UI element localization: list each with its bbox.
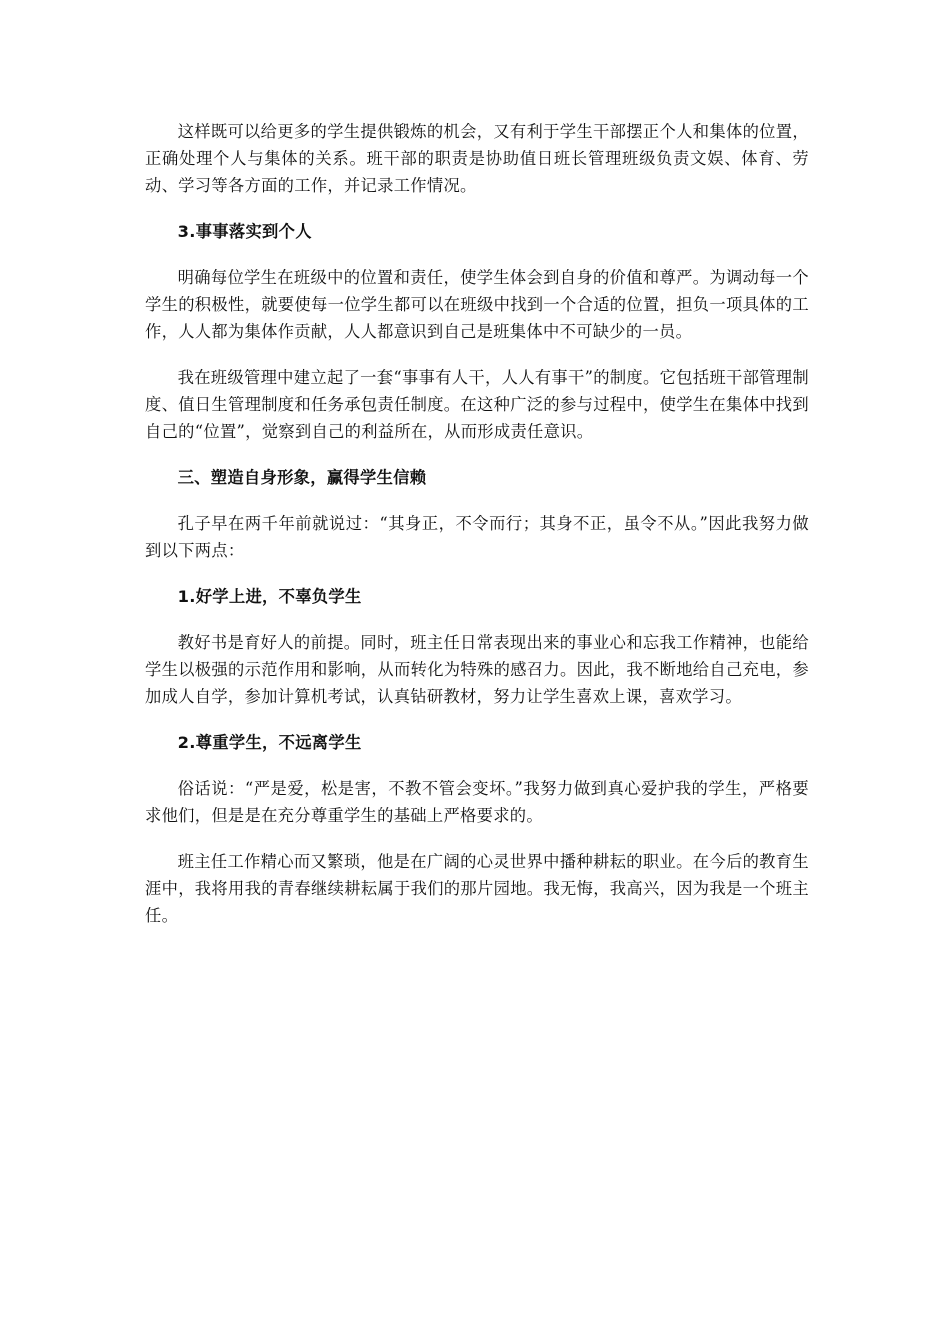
paragraph-teaching-example: 教好书是育好人的前提。同时，班主任日常表现出来的事业心和忘我工作精神，也能给学生以极强的示范作用和影响，从而转化为特殊的感召力。因此，我不断地给自己充电，参加成人自学，参加计算机考试，认真钻研教材，努力让学生喜欢上课，喜欢学习。 [145,633,809,706]
heading-responsibility-to-individuals: 3.事事落实到个人 [177,222,312,241]
heading-respect-students: 2.尊重学生，不远离学生 [177,733,362,752]
paragraph-proverb: 俗话说：“严是爱，松是害，不教不管会变坏。”我努力做到真心爱护我的学生，严格要求他们，但是是在充分尊重学生的基础上严格要求的。 [145,779,809,825]
heading-self-image: 三、塑造自身形象，赢得学生信赖 [177,468,427,487]
document-body [145,118,809,948]
paragraph-class-cadre-rotation: 这样既可以给更多的学生提供锻炼的机会，又有利于学生干部摆正个人和集体的位置，正确处理个人与集体的关系。班干部的职责是协助值日班长管理班级负责文娱、体育、劳动、学习等各方面的工作，并记录工作情况。 [145,122,809,195]
paragraph-student-position: 明确每位学生在班级中的位置和责任，使学生体会到自身的价值和尊严。为调动每一个学生的积极性，就要使每一位学生都可以在班级中找到一个合适的位置，担负一项具体的工作，人人都为集体作贡献，人人都意识到自己是班集体中不可缺少的一员。 [145,268,809,341]
heading-keep-learning: 1.好学上进，不辜负学生 [177,587,362,606]
paragraph-conclusion: 班主任工作精心而又繁琐，他是在广阔的心灵世界中播种耕耘的职业。在今后的教育生涯中，我将用我的青春继续耕耘属于我们的那片园地。我无悔，我高兴，因为我是一个班主任。 [145,852,809,925]
paragraph-confucius-quote: 孔子早在两千年前就说过：“其身正，不令而行；其身不正，虽令不从。”因此我努力做到以下两点： [145,514,809,560]
paragraph-management-system: 我在班级管理中建立起了一套“事事有人干，人人有事干”的制度。它包括班干部管理制度、值日生管理制度和任务承包责任制度。在这种广泛的参与过程中，使学生在集体中找到自己的“位置”，觉察到自己的利益所在，从而形成责任意识。 [145,368,809,441]
